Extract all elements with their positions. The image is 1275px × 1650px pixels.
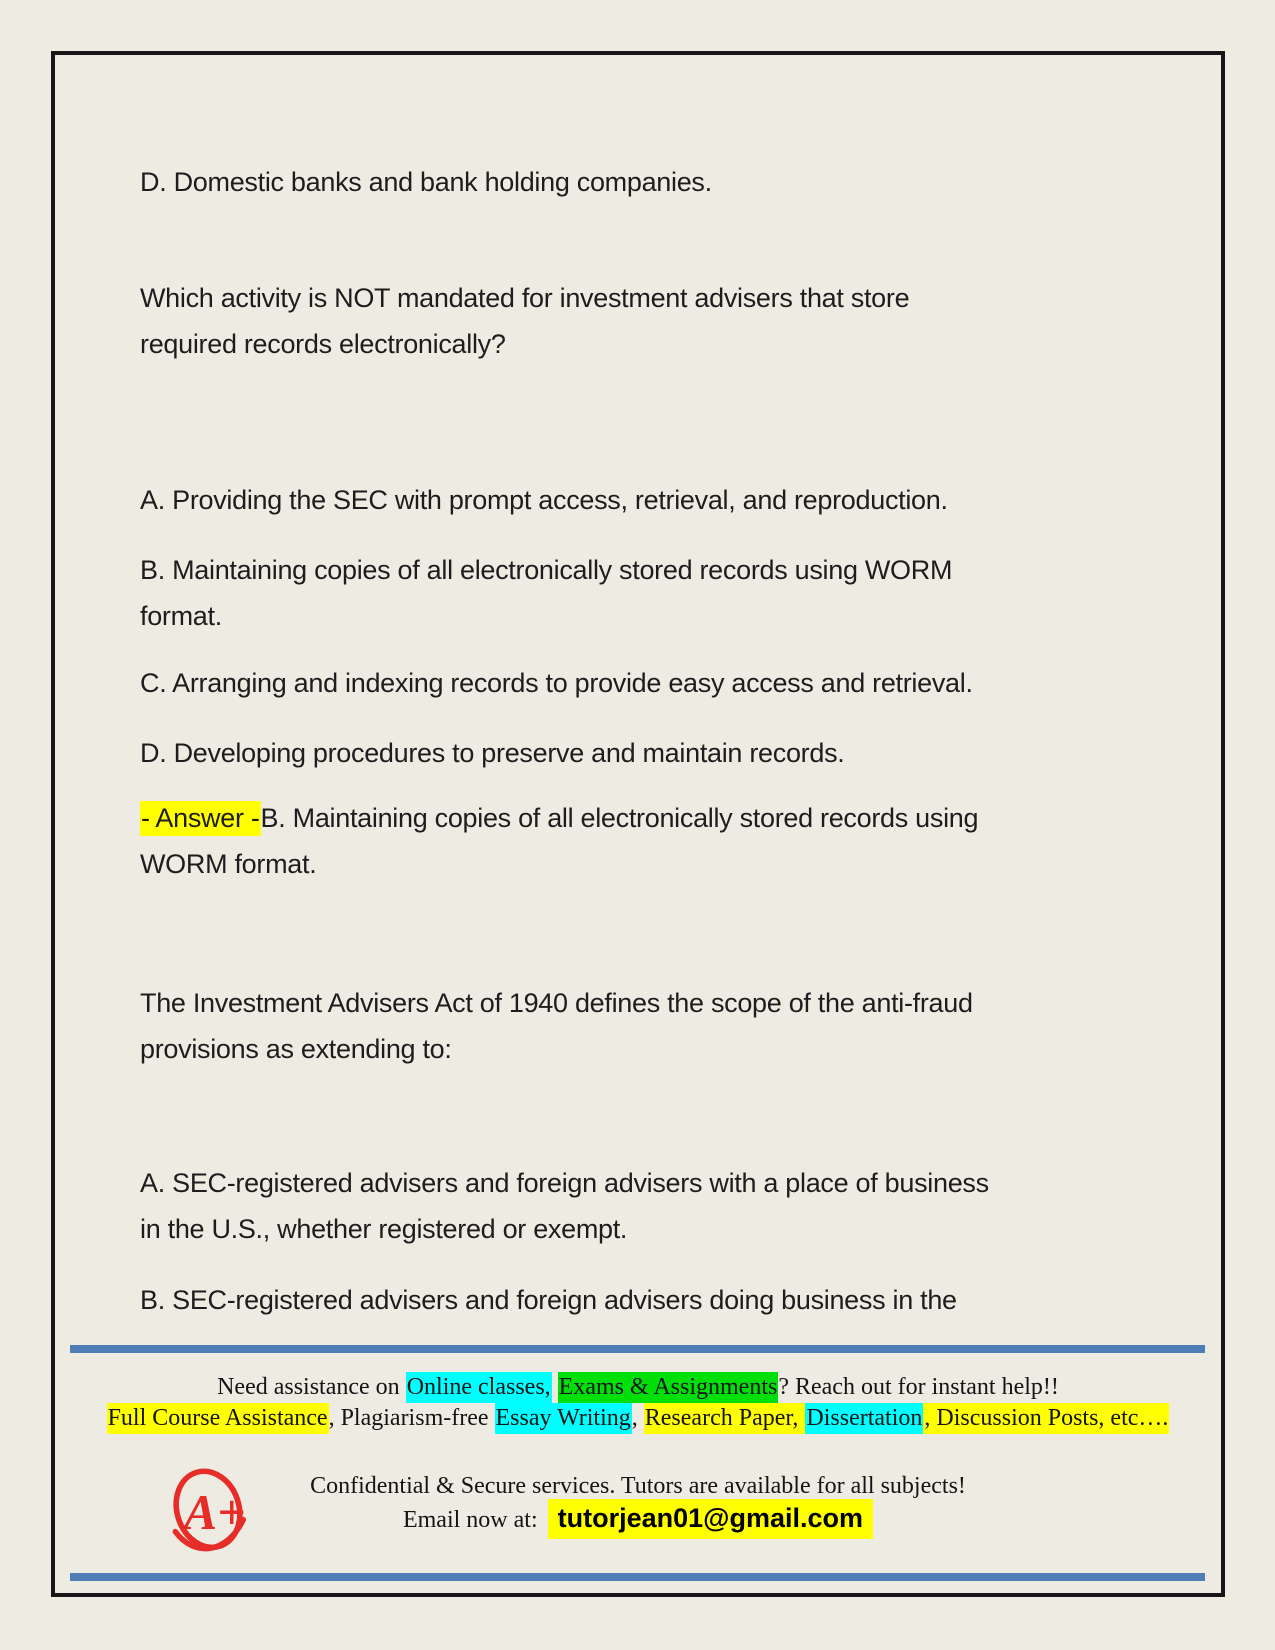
footer-divider-rule-bottom bbox=[70, 1573, 1205, 1581]
promo1-seg5: ? Reach out for instant help!! bbox=[778, 1374, 1059, 1400]
promo2-seg2: , Plagiarism-free bbox=[328, 1405, 495, 1431]
footer-promo-line2 bbox=[55, 1403, 1221, 1433]
promo1-online-classes-highlight: Online classes, bbox=[406, 1372, 552, 1403]
q1-option-b bbox=[140, 547, 1120, 639]
footer-divider-rule-top bbox=[70, 1345, 1205, 1353]
q2-option-a-line2: in the U.S., whether registered or exempt. bbox=[140, 1214, 628, 1244]
footer-promo-line1 bbox=[55, 1372, 1221, 1402]
promo2-essay-writing-highlight: Essay Writing bbox=[495, 1403, 632, 1434]
question2-line2: provisions as extending to: bbox=[140, 1034, 452, 1064]
q2-option-b: B. SEC-registered advisers and foreign advisers doing business in the bbox=[140, 1285, 957, 1315]
question2-line1: The Investment Advisers Act of 1940 defines the scope of the anti-fraud bbox=[140, 988, 973, 1018]
question1-line2: required records electronically? bbox=[140, 329, 506, 359]
promo2-full-course-highlight: Full Course Assistance bbox=[107, 1403, 329, 1434]
logo-a-plus-text: A+ bbox=[183, 1485, 246, 1541]
q1-option-d: D. Developing procedures to preserve and maintain records. bbox=[140, 738, 845, 768]
footer-email-line bbox=[55, 1503, 1221, 1545]
question1-line1: Which activity is NOT mandated for investment advisers that store bbox=[140, 283, 910, 313]
answer-line1: B. Maintaining copies of all electronically stored records using bbox=[260, 803, 979, 833]
email-address-highlight: tutorjean01@gmail.com bbox=[548, 1499, 873, 1539]
q1-option-c: C. Arranging and indexing records to provide easy access and retrieval. bbox=[140, 668, 973, 698]
page-border-frame bbox=[51, 51, 1225, 1597]
email-label: Email now at: bbox=[402, 1507, 538, 1533]
answer-line2: WORM format. bbox=[140, 849, 317, 879]
footer-confidential-line: Confidential & Secure services. Tutors are available for all subjects! bbox=[310, 1473, 966, 1499]
promo2-discussion-posts-highlight: , Discussion Posts, etc…. bbox=[923, 1403, 1169, 1434]
previous-question-option-d: D. Domestic banks and bank holding companies. bbox=[140, 167, 712, 197]
promo1-seg3 bbox=[552, 1374, 558, 1400]
q1-answer bbox=[140, 795, 1120, 887]
promo2-research-paper-highlight: Research Paper, bbox=[644, 1403, 806, 1434]
q1-option-b-line1: B. Maintaining copies of all electronically stored records using WORM bbox=[140, 555, 953, 585]
q2-option-a-line1: A. SEC-registered advisers and foreign advisers with a place of business bbox=[140, 1168, 989, 1198]
promo1-seg1: Need assistance on bbox=[217, 1374, 406, 1400]
promo2-dissertation-highlight: Dissertation bbox=[805, 1403, 923, 1434]
q2-option-a bbox=[140, 1160, 1120, 1252]
question2-text bbox=[140, 980, 1120, 1072]
answer-label-highlight: - Answer - bbox=[140, 801, 261, 836]
q1-option-b-line2: format. bbox=[140, 601, 222, 631]
promo1-exams-assignments-highlight: Exams & Assignments bbox=[558, 1372, 779, 1403]
promo2-seg4: , bbox=[631, 1405, 644, 1431]
q1-option-a: A. Providing the SEC with prompt access, retrieval, and reproduction. bbox=[140, 485, 948, 515]
question1-text bbox=[140, 275, 1120, 367]
